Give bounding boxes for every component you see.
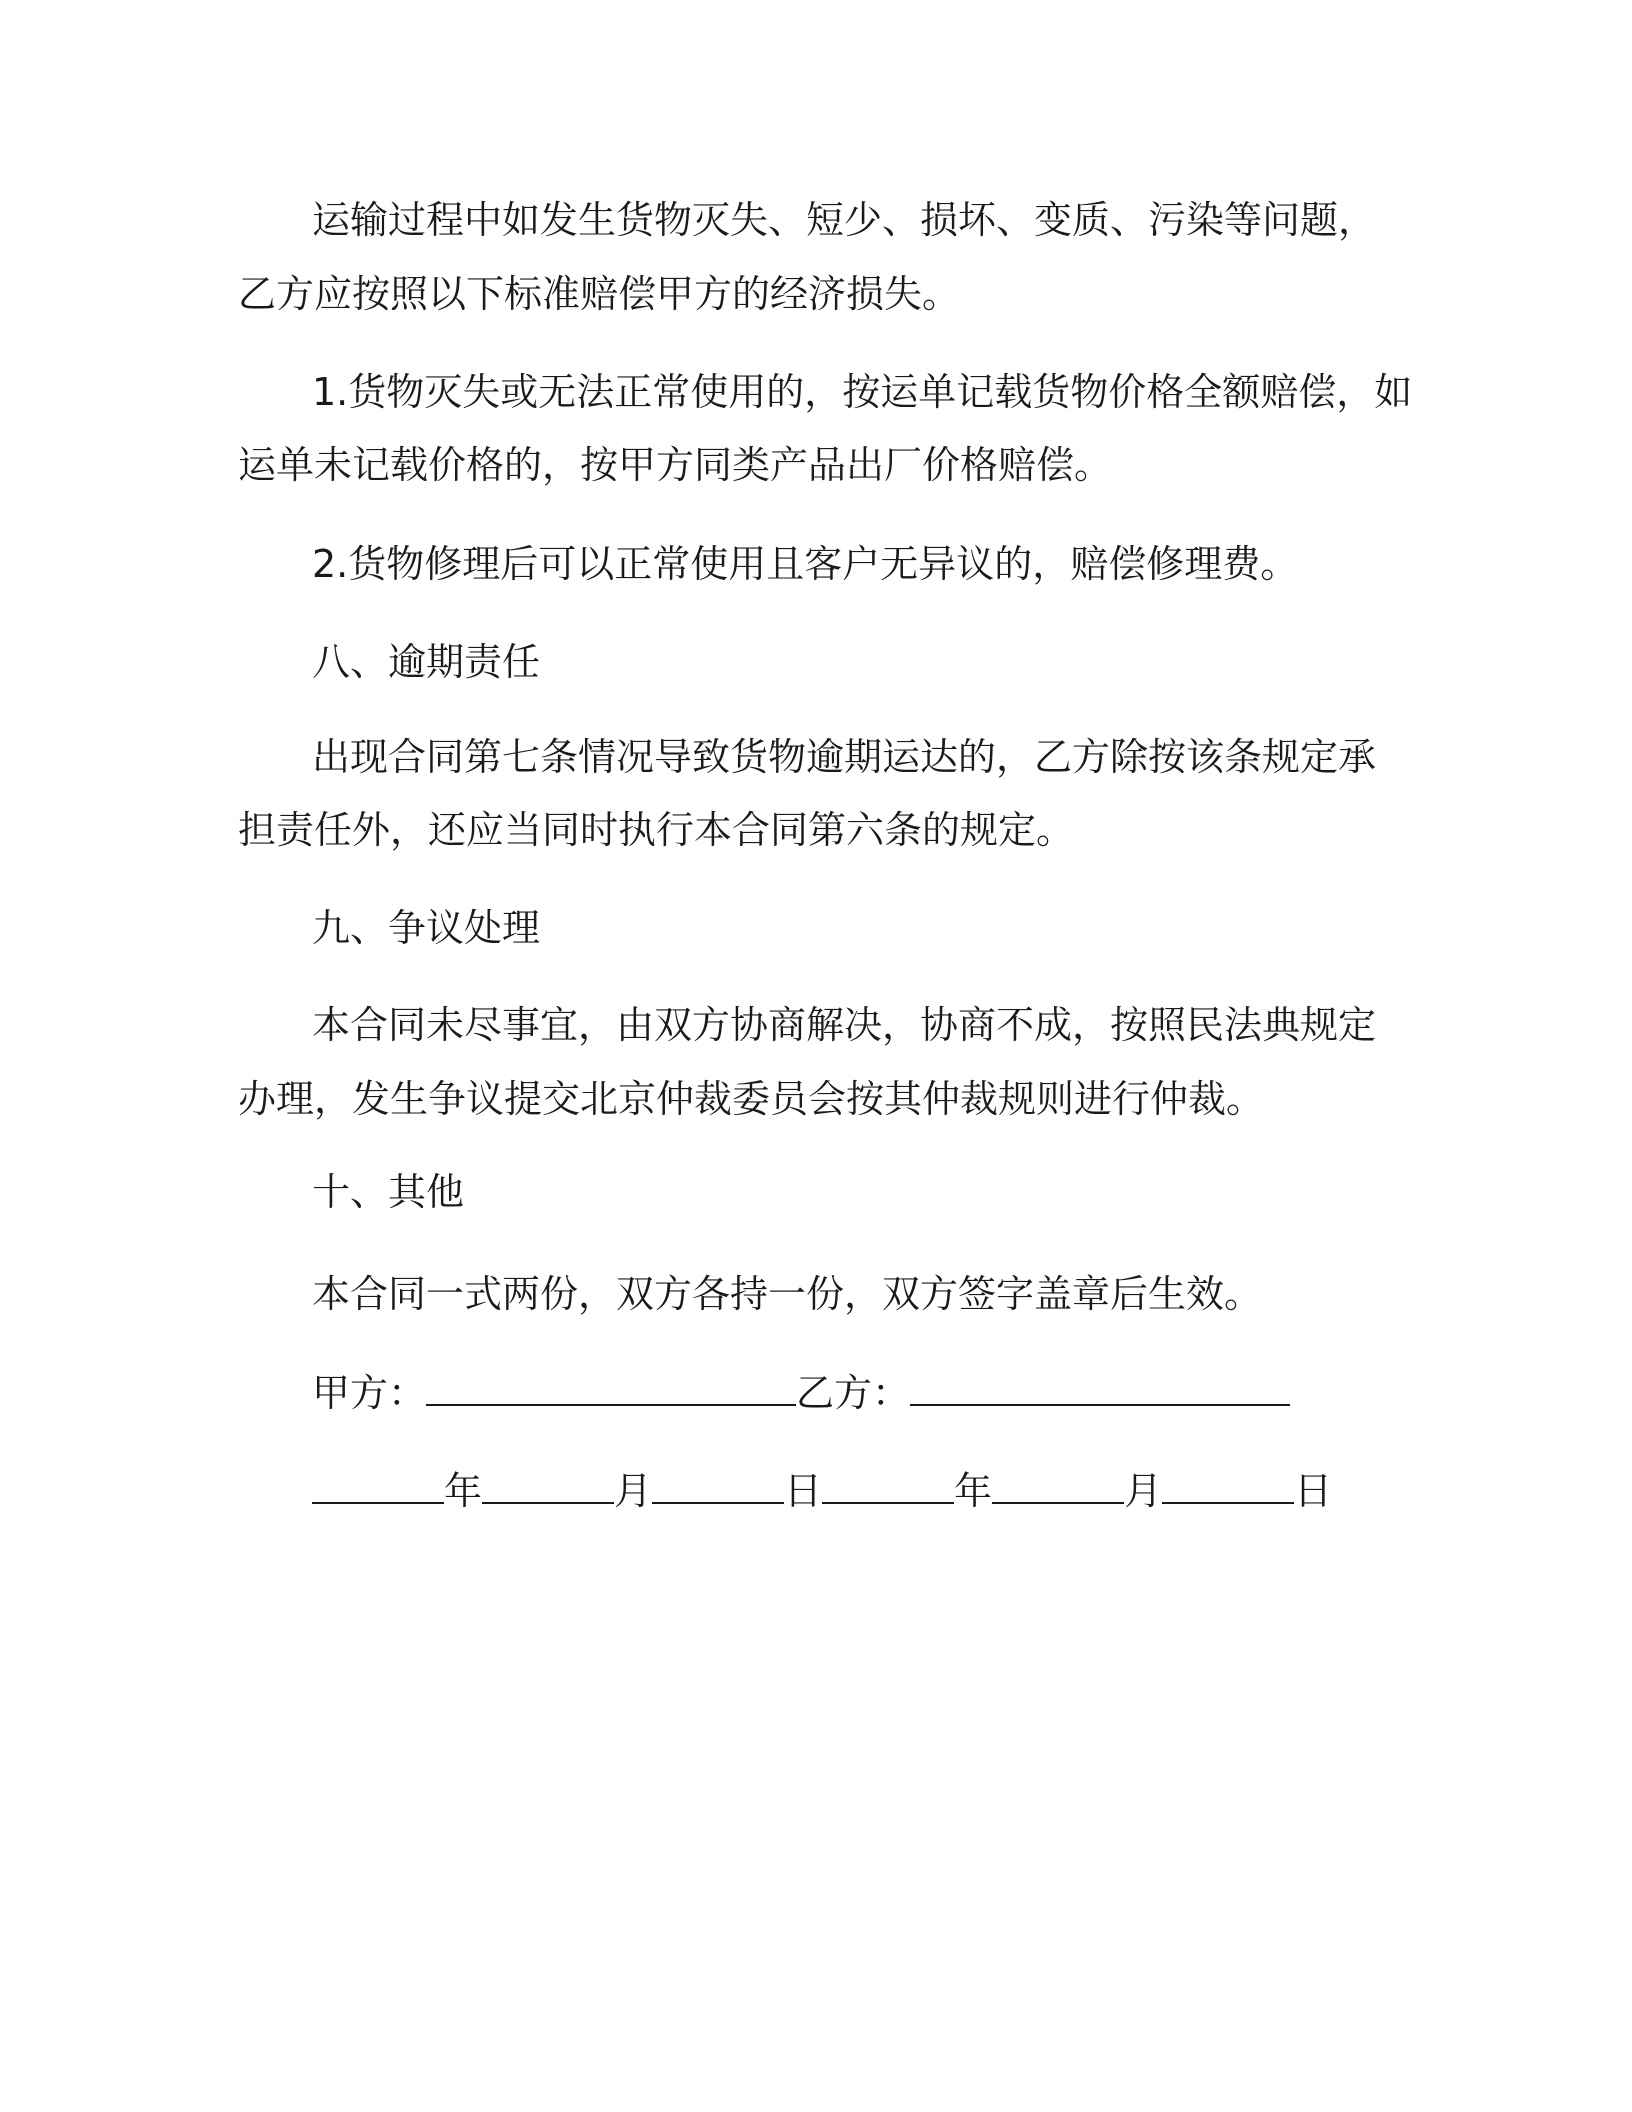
party-b-year-blank[interactable]	[822, 1466, 954, 1504]
section-8-line-2: 担责任外，还应当同时执行本合同第六条的规定。	[238, 808, 1075, 852]
section-9-line-2: 办理，发生争议提交北京仲裁委员会按其仲裁规则进行仲裁。	[238, 1077, 1265, 1121]
party-a-label: 甲方：	[312, 1371, 427, 1415]
party-a-month-label: 月	[614, 1469, 653, 1513]
party-b-label: 乙方：	[796, 1371, 911, 1415]
signature-row	[312, 1368, 1290, 1415]
item-1-line-1: 1.货物灭失或无法正常使用的，按运单记载货物价格全额赔偿，如	[312, 370, 1413, 414]
section-8-line-1: 出现合同第七条情况导致货物逾期运达的，乙方除按该条规定承	[312, 735, 1377, 779]
party-a-year-blank[interactable]	[312, 1466, 444, 1504]
section-10-heading: 十、其他	[312, 1170, 465, 1214]
party-b-day-blank[interactable]	[1162, 1466, 1294, 1504]
party-a-signature-blank[interactable]	[426, 1368, 796, 1406]
party-a-day-blank[interactable]	[652, 1466, 784, 1504]
party-a-day-label: 日	[784, 1469, 823, 1513]
party-b-day-label: 日	[1294, 1469, 1333, 1513]
party-b-year-label: 年	[954, 1469, 993, 1513]
loss-clause-line-1: 运输过程中如发生货物灭失、短少、损坏、变质、污染等问题，	[312, 198, 1377, 242]
item-2-line: 2.货物修理后可以正常使用且客户无异议的，赔偿修理费。	[312, 542, 1299, 586]
date-row	[312, 1466, 1332, 1513]
section-10-line: 本合同一式两份，双方各持一份，双方签字盖章后生效。	[312, 1272, 1263, 1316]
party-b-signature-blank[interactable]	[910, 1368, 1290, 1406]
party-a-month-blank[interactable]	[482, 1466, 614, 1504]
party-b-month-blank[interactable]	[992, 1466, 1124, 1504]
section-8-heading: 八、逾期责任	[312, 640, 541, 684]
loss-clause-line-2: 乙方应按照以下标准赔偿甲方的经济损失。	[238, 272, 961, 316]
section-9-line-1: 本合同未尽事宜，由双方协商解决，协商不成，按照民法典规定	[312, 1003, 1377, 1047]
party-a-year-label: 年	[444, 1469, 483, 1513]
party-b-month-label: 月	[1124, 1469, 1163, 1513]
section-9-heading: 九、争议处理	[312, 906, 541, 950]
item-1-line-2: 运单未记载价格的，按甲方同类产品出厂价格赔偿。	[238, 443, 1113, 487]
